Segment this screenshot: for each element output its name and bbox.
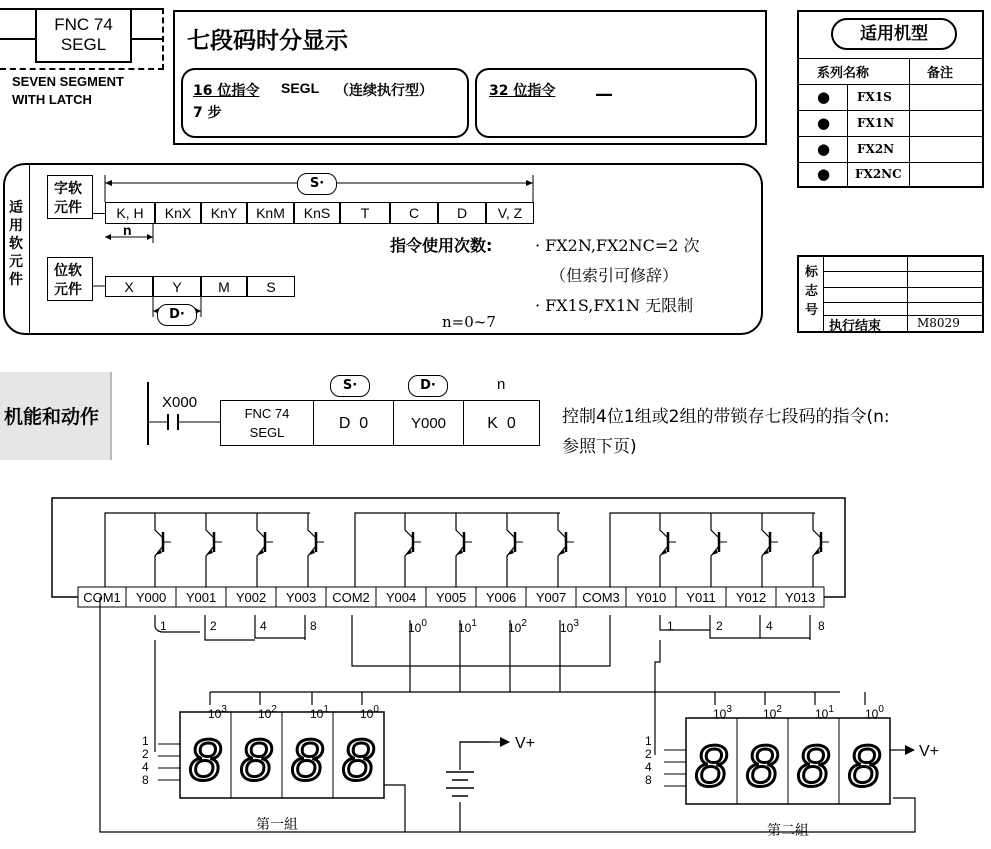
terminal-y006 bbox=[476, 587, 526, 607]
terminal-y002 bbox=[226, 587, 276, 607]
function-desc-2: 参照下页) bbox=[562, 437, 637, 457]
op3-tag: n bbox=[497, 376, 506, 393]
word-label-1: 字软 bbox=[54, 181, 82, 197]
bcd-weight-label: 8 bbox=[818, 619, 825, 633]
usage-title: 指令使用次数: bbox=[390, 236, 493, 255]
display-bcd-label: 8 bbox=[142, 773, 149, 787]
svg-text:Y007: Y007 bbox=[535, 590, 567, 605]
terminal-y012 bbox=[726, 587, 776, 607]
display-bcd-label: 4 bbox=[142, 760, 149, 774]
svg-text:Y013: Y013 bbox=[784, 590, 816, 605]
svg-text:COM2: COM2 bbox=[332, 590, 370, 605]
terminal-y007 bbox=[526, 587, 576, 607]
flags-table bbox=[797, 255, 984, 333]
model-name-3: FX2N bbox=[857, 142, 895, 156]
terminal-com2 bbox=[326, 587, 376, 607]
exec-label: 执行结束 bbox=[829, 319, 882, 334]
fnc-subtitle-1: SEVEN SEGMENT bbox=[12, 74, 124, 89]
fnc-code: FNC 74 bbox=[54, 15, 113, 34]
terminal-com1 bbox=[78, 587, 126, 607]
op2-tag-label: D· bbox=[420, 378, 436, 393]
word-cell-c: C bbox=[390, 202, 438, 224]
model-name-4: FX2NC bbox=[855, 167, 902, 181]
s-tag bbox=[297, 173, 337, 195]
terminal-y010 bbox=[626, 587, 676, 607]
terminal-y003 bbox=[276, 587, 326, 607]
bit32-box bbox=[475, 68, 757, 138]
ladder-instruction bbox=[220, 400, 540, 446]
transistor-group-2 bbox=[355, 513, 574, 587]
digit-select-label: $10^0$ bbox=[408, 618, 427, 635]
fnc-header-block bbox=[0, 0, 170, 115]
display-digit-label: $10^3$ bbox=[208, 704, 227, 721]
fnc-code-box bbox=[35, 8, 132, 63]
display-bcd-label: 1 bbox=[645, 734, 652, 748]
ladder-name: SEGL bbox=[249, 425, 285, 440]
model-name-2: FX1N bbox=[857, 116, 895, 130]
transistor-icon bbox=[558, 513, 574, 587]
display-digit-label: $10^2$ bbox=[258, 704, 277, 721]
bcd-weight-label: 4 bbox=[766, 619, 773, 633]
digit-select-label: $10^1$ bbox=[458, 618, 477, 635]
display-digit-label: $10^0$ bbox=[360, 704, 379, 721]
bcd-weight-label: 1 bbox=[160, 619, 167, 633]
svg-text:Y006: Y006 bbox=[485, 590, 517, 605]
bcd-weight-label: 8 bbox=[310, 619, 317, 633]
transistor-icon bbox=[206, 513, 222, 587]
svg-text:Y011: Y011 bbox=[686, 590, 716, 605]
svg-text:Y001: Y001 bbox=[185, 590, 217, 605]
op2-tag bbox=[408, 375, 448, 397]
contact-label: X000 bbox=[162, 394, 198, 411]
models-header-pill bbox=[831, 18, 957, 50]
seven-seg-digit: 8 bbox=[796, 734, 830, 799]
function-tab-label: 机能和动作 bbox=[4, 406, 100, 428]
vplus-label-2: V+ bbox=[919, 743, 940, 760]
operands-panel bbox=[3, 163, 763, 335]
vplus-arrow-icon bbox=[890, 745, 915, 755]
ladder-op1: D 0 bbox=[338, 415, 369, 432]
vplus-label-1: V+ bbox=[515, 735, 536, 752]
word-label-2: 元件 bbox=[54, 200, 82, 216]
model-name-1: FX1S bbox=[857, 90, 892, 104]
terminal-y011 bbox=[676, 587, 726, 607]
col-note: 备注 bbox=[927, 66, 954, 81]
ladder-fnc: FNC 74 bbox=[244, 406, 290, 421]
bit16-box bbox=[181, 68, 469, 138]
bit-cell-y: Y bbox=[153, 276, 201, 297]
terminal-y001 bbox=[176, 587, 226, 607]
fnc-subtitle-2: WITH LATCH bbox=[12, 92, 92, 107]
group-1-label: 第一組 bbox=[256, 816, 298, 832]
word-cell-kns: KnS bbox=[294, 202, 340, 224]
exec-value: M8029 bbox=[917, 316, 960, 330]
transistor-group-1 bbox=[105, 513, 324, 587]
page-title: 七段码时分显示 bbox=[187, 28, 348, 54]
transistor-icon bbox=[155, 513, 171, 587]
display-bcd-label: 1 bbox=[142, 734, 149, 748]
display-digit-label: $10^1$ bbox=[815, 704, 834, 721]
model-dot-2: ● bbox=[817, 114, 831, 132]
model-dot-1: ● bbox=[817, 88, 831, 106]
models-header: 适用机型 bbox=[860, 24, 928, 44]
group-2-label: 第二組 bbox=[767, 822, 809, 838]
svg-text:Y003: Y003 bbox=[285, 590, 317, 605]
word-cell-knm: KnM bbox=[247, 202, 294, 224]
seven-seg-digit: 8 bbox=[745, 734, 779, 799]
word-cell-d: D bbox=[438, 202, 486, 224]
vplus-arrow-icon bbox=[460, 737, 510, 747]
svg-text:Y000: Y000 bbox=[135, 590, 167, 605]
d-tag bbox=[157, 304, 197, 326]
operands-side-label: 适用软元件 bbox=[9, 200, 23, 288]
bit32-label: 32 位指令 bbox=[489, 83, 556, 99]
terminal-y000 bbox=[126, 587, 176, 607]
n-tag: n bbox=[123, 222, 132, 238]
terminal-y013 bbox=[776, 587, 824, 607]
usage-line-1: · FX2N,FX2NC=2 次 bbox=[535, 236, 700, 255]
op1-tag bbox=[330, 375, 370, 397]
seven-seg-digit: 8 bbox=[290, 728, 324, 793]
word-cell-t: T bbox=[340, 202, 390, 224]
svg-text:Y005: Y005 bbox=[435, 590, 467, 605]
word-cell-kh: K, H bbox=[105, 202, 155, 224]
transistor-icon bbox=[456, 513, 472, 587]
usage-line-3: · FX1S,FX1N 无限制 bbox=[535, 296, 694, 315]
bcd-weight-label: 2 bbox=[716, 619, 723, 633]
svg-text:Y010: Y010 bbox=[635, 590, 667, 605]
digit-select-label: $10^2$ bbox=[508, 618, 527, 635]
svg-text:COM3: COM3 bbox=[582, 590, 620, 605]
bit16-label: 16 位指令 bbox=[193, 83, 260, 99]
transistor-icon bbox=[308, 513, 324, 587]
transistor-icon bbox=[507, 513, 523, 587]
terminal-y005 bbox=[426, 587, 476, 607]
ladder-op3: K 0 bbox=[487, 415, 516, 432]
col-series: 系列名称 bbox=[817, 66, 870, 81]
bit-label-1: 位软 bbox=[54, 263, 82, 279]
display-bcd-label: 8 bbox=[645, 773, 652, 787]
digit-select-label: $10^3$ bbox=[560, 618, 579, 635]
bit32-value: — bbox=[595, 84, 613, 105]
svg-text:Y004: Y004 bbox=[385, 590, 417, 605]
display-bcd-label: 2 bbox=[142, 747, 149, 761]
seven-seg-digit: 8 bbox=[239, 728, 273, 793]
function-tab bbox=[0, 372, 112, 460]
display-digit-label: $10^3$ bbox=[713, 704, 732, 721]
display-digit-label: $10^0$ bbox=[865, 704, 884, 721]
svg-text:Y002: Y002 bbox=[235, 590, 267, 605]
flags-side-label: 标志号 bbox=[805, 265, 819, 318]
svg-text:COM1: COM1 bbox=[83, 590, 121, 605]
terminal-y004 bbox=[376, 587, 426, 607]
seven-seg-digit: 8 bbox=[341, 728, 375, 793]
wiring-diagram bbox=[0, 480, 991, 849]
word-cell-vz: V, Z bbox=[486, 202, 534, 224]
bit16-steps: 7 步 bbox=[193, 105, 222, 121]
transistor-icon bbox=[405, 513, 421, 587]
bcd-weight-label: 1 bbox=[667, 619, 674, 633]
transistor-group-3 bbox=[610, 513, 829, 587]
bcd-weight-label: 2 bbox=[210, 619, 217, 633]
terminal-com3 bbox=[576, 587, 626, 607]
models-table bbox=[797, 10, 984, 188]
bit-label-box bbox=[47, 257, 93, 301]
fnc-name: SEGL bbox=[60, 35, 107, 54]
seven-seg-digit: 8 bbox=[694, 734, 728, 799]
display-bcd-label: 4 bbox=[645, 760, 652, 774]
bit16-mode: （连续执行型） bbox=[335, 83, 433, 99]
ladder-op2: Y000 bbox=[410, 415, 447, 432]
transistor-icon bbox=[762, 513, 778, 587]
transistor-icon bbox=[813, 513, 829, 587]
seven-segment-display-2 bbox=[664, 718, 890, 804]
bit-cell-x: X bbox=[105, 276, 153, 297]
svg-text:Y012: Y012 bbox=[735, 590, 767, 605]
transistor-icon bbox=[257, 513, 273, 587]
seven-seg-digit: 8 bbox=[188, 728, 222, 793]
word-cell-knx: KnX bbox=[155, 202, 201, 224]
function-desc-1: 控制4位1组或2组的带锁存七段码的指令(n: bbox=[562, 407, 890, 427]
title-box bbox=[173, 10, 767, 145]
display-digit-label: $10^1$ bbox=[310, 704, 329, 721]
model-dot-4: ● bbox=[817, 165, 831, 183]
seven-segment-display-1 bbox=[158, 712, 384, 798]
display-digit-label: $10^2$ bbox=[763, 704, 782, 721]
bit-cell-m: M bbox=[201, 276, 247, 297]
bit16-name: SEGL bbox=[281, 80, 320, 96]
word-cell-kny: KnY bbox=[201, 202, 247, 224]
usage-line-2: （但索引可修辞） bbox=[550, 266, 679, 285]
seven-seg-digit: 8 bbox=[847, 734, 881, 799]
model-dot-3: ● bbox=[817, 140, 831, 158]
s-tag-label: S· bbox=[309, 176, 325, 191]
d-tag-label: D· bbox=[169, 307, 185, 322]
battery-icon bbox=[446, 772, 474, 796]
display-bcd-label: 2 bbox=[645, 747, 652, 761]
bit-label-2: 元件 bbox=[54, 282, 82, 298]
transistor-icon bbox=[711, 513, 727, 587]
op1-tag-label: S· bbox=[342, 378, 358, 393]
bcd-weight-label: 4 bbox=[260, 619, 267, 633]
n-range: n=0~7 bbox=[442, 313, 496, 331]
bit-cell-s: S bbox=[247, 276, 295, 297]
transistor-icon bbox=[660, 513, 676, 587]
